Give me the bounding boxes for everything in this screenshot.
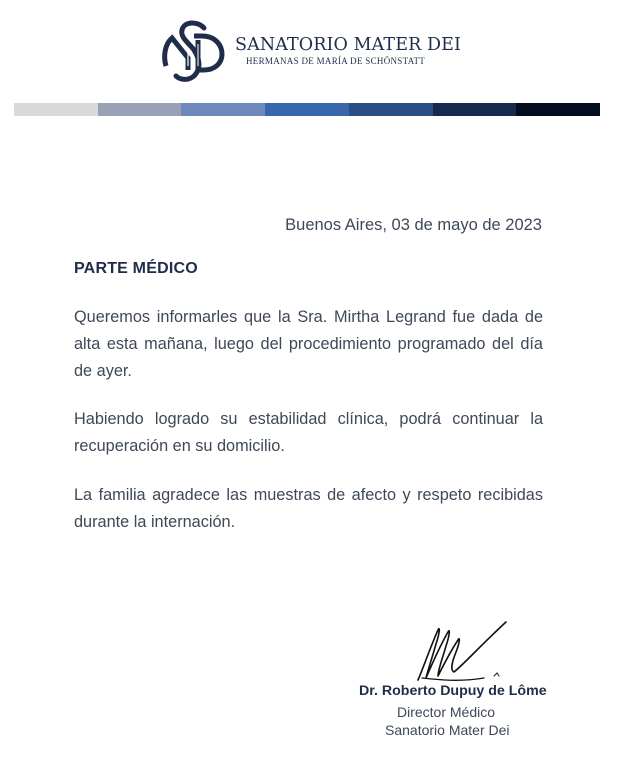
body-paragraph: Queremos informarles que la Sra. Mirtha Legrand fue dada de alta esta mañana, luego del procedimiento programado del día de ayer.: [74, 308, 543, 380]
body-paragraph: Habiendo logrado su estabilidad clínica, podrá continuar la recuperación en su domicilio.: [74, 410, 543, 455]
color-bar-segment: [14, 103, 98, 116]
brand-subtitle: HERMANAS DE MARÍA DE SCHÖNSTATT: [246, 56, 426, 66]
color-bar-segment: [433, 103, 517, 116]
document-date: Buenos Aires, 03 de mayo de 2023: [285, 216, 542, 234]
signatory-role: Director Médico: [397, 704, 496, 720]
color-bar-segment: [516, 103, 600, 116]
handwritten-signature-icon: [410, 618, 515, 686]
document-title: PARTE MÉDICO: [74, 260, 198, 277]
msd-monogram-logo-icon: [160, 18, 226, 84]
color-bar-segment: [181, 103, 265, 116]
signatory-organization: Sanatorio Mater Dei: [385, 722, 510, 738]
color-bar-segment: [98, 103, 182, 116]
brand-title: SANATORIO MATER DEI: [235, 35, 462, 55]
color-bar-segment: [349, 103, 433, 116]
signatory-name: Dr. Roberto Dupuy de Lôme: [359, 683, 547, 699]
body-paragraph: La familia agradece las muestras de afecto y respeto recibidas durante la internación.: [74, 486, 543, 531]
color-bar-segment: [265, 103, 349, 116]
decorative-color-bar: [14, 103, 600, 116]
letterhead: [0, 0, 624, 100]
